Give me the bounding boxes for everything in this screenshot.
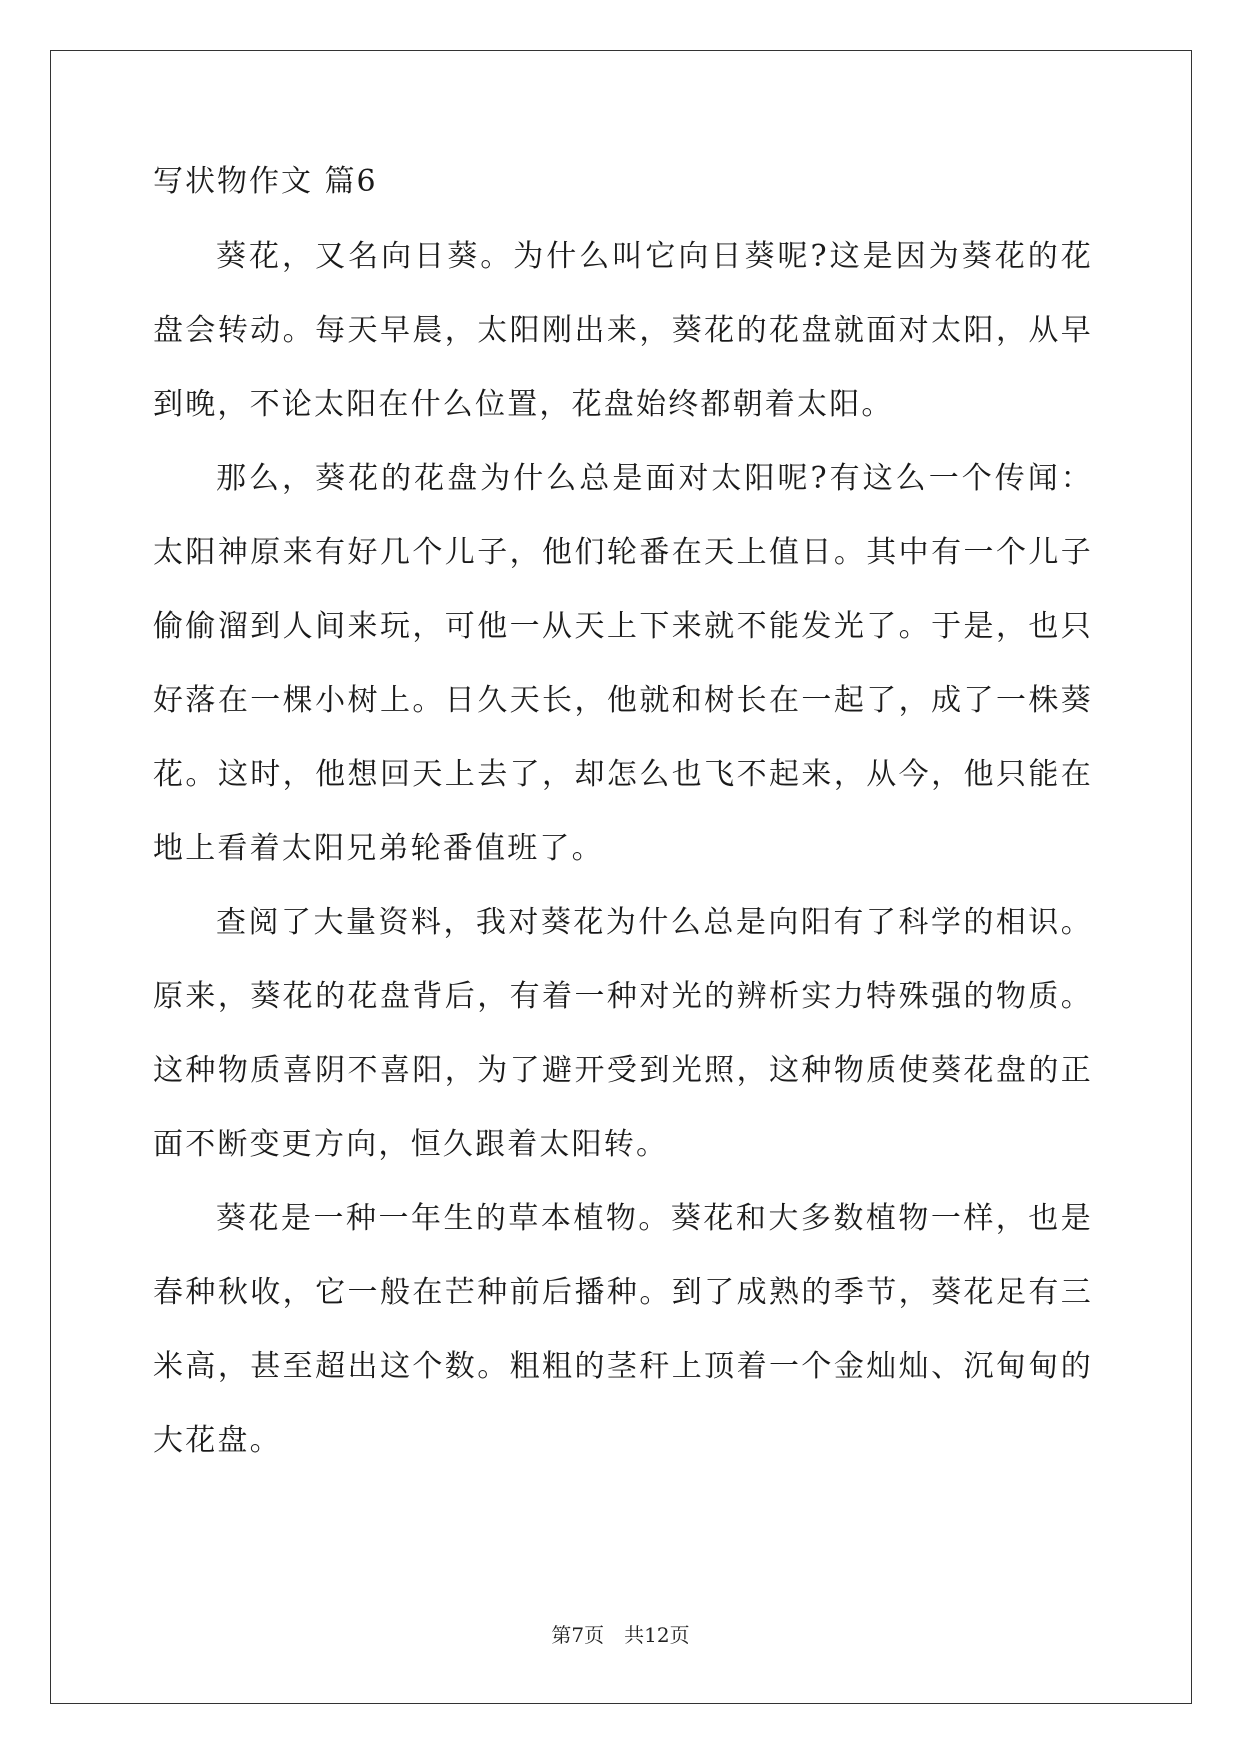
paragraph-1: 葵花，又名向日葵。为什么叫它向日葵呢?这是因为葵花的花盘会转动。每天早晨，太阳刚出来，葵花的花盘就面对太阳，从早到晚，不论太阳在什么位置，花盘始终都朝着太阳。 xyxy=(153,239,1093,422)
page-footer xyxy=(0,1620,1241,1650)
page-number: 第7页 xyxy=(551,1623,605,1647)
paragraph-4: 葵花是一种一年生的草本植物。葵花和大多数植物一样，也是春种秋收，它一般在芒种前后播种。到了成熟的季节，葵花足有三米高，甚至超出这个数。粗粗的茎秆上顶着一个金灿灿、沉甸甸的大花盘。 xyxy=(153,1201,1093,1458)
page-total: 共12页 xyxy=(624,1623,690,1647)
paragraph-3: 查阅了大量资料，我对葵花为什么总是向阳有了科学的相识。原来，葵花的花盘背后，有着一种对光的辨析实力特殊强的物质。这种物质喜阴不喜阳，为了避开受到光照，这种物质使葵花盘的正面不断变更方向，恒久跟着太阳转。 xyxy=(153,905,1093,1162)
paragraph-2: 那么，葵花的花盘为什么总是面对太阳呢?有这么一个传闻：太阳神原来有好几个儿子，他们轮番在天上值日。其中有一个儿子偷偷溜到人间来玩，可他一从天上下来就不能发光了。于是，也只好落在一棵小树上。日久天长，他就和树长在一起了，成了一株葵花。这时，他想回天上去了，却怎么也飞不起来，从今，他只能在地上看着太阳兄弟轮番值班了。 xyxy=(153,461,1093,866)
document-body xyxy=(153,158,1093,1478)
document-title: 写状物作文 篇6 xyxy=(153,164,378,199)
